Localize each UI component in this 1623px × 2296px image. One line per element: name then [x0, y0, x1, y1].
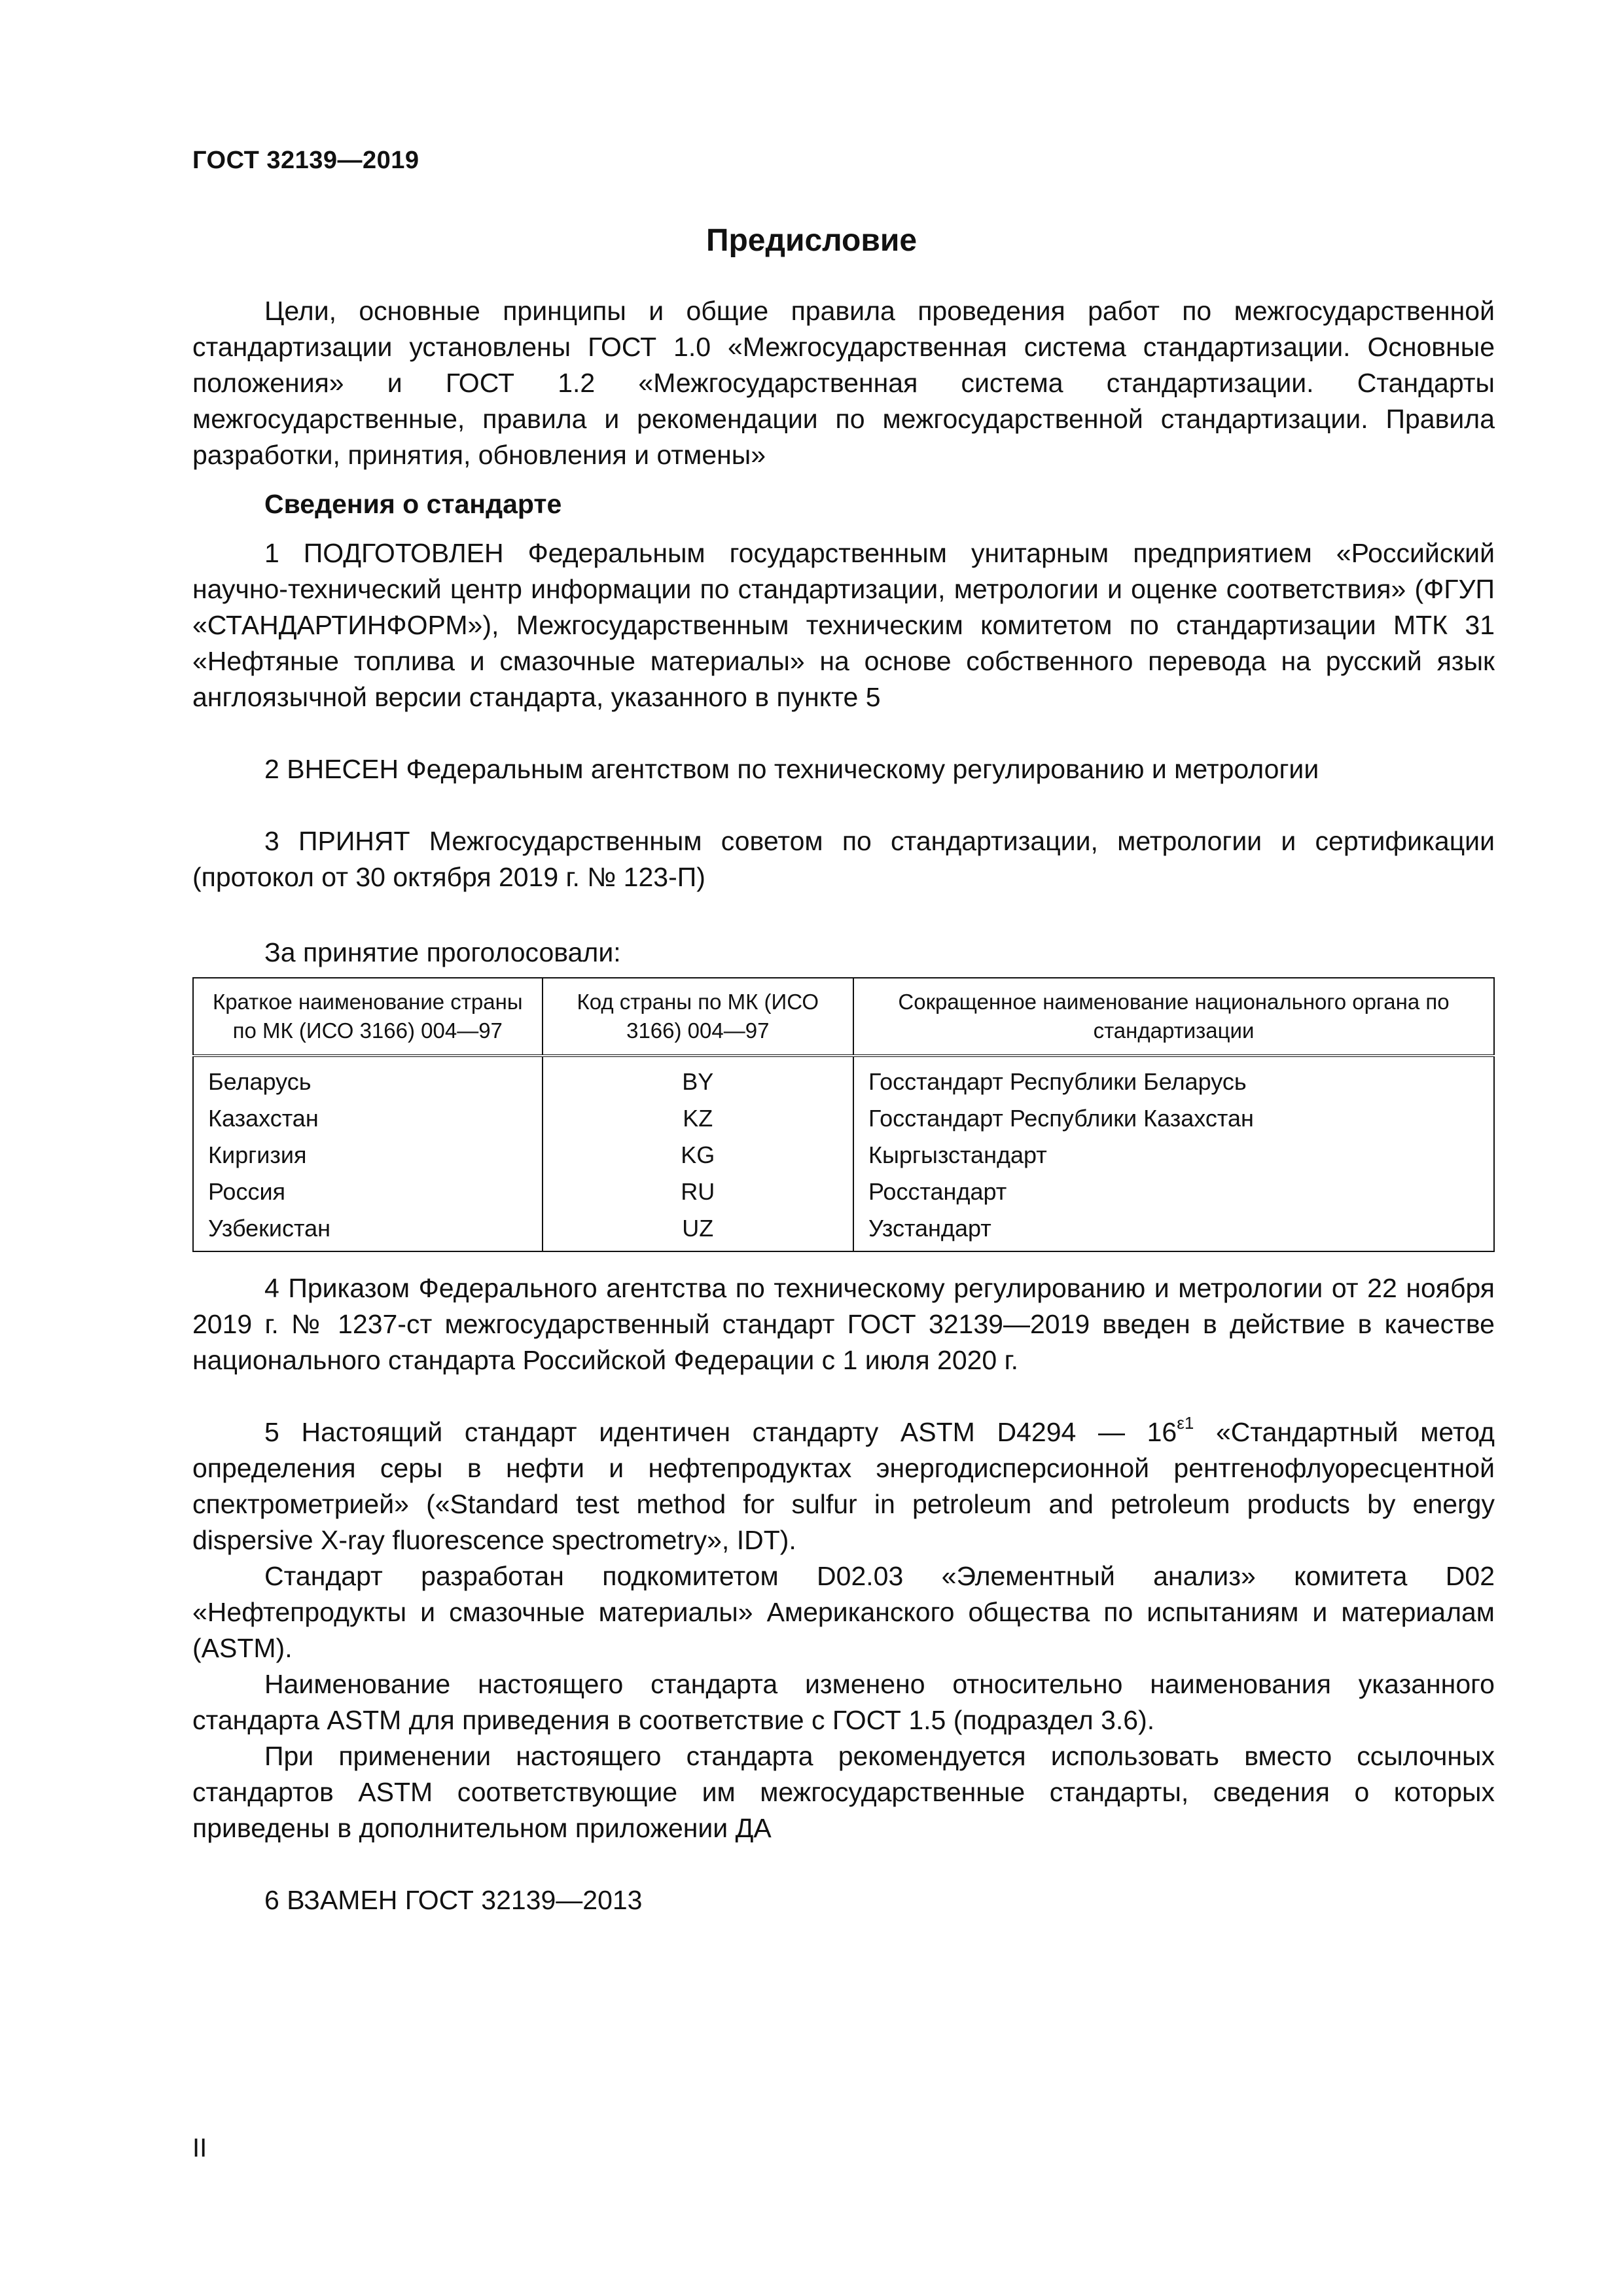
country-cell: Узбекистан: [193, 1210, 543, 1251]
table-row: [193, 1210, 1494, 1251]
item-5-text-end: «Стандартный метод определения серы в нефти и нефтепродуктах энергодисперсионной рентгенофлуоресцентной спектрометрией» («Standard test method for sulfur in petroleum and petroleum products by energy dispersive X-ray fluorescence spectrometry», IDT).: [192, 1417, 1495, 1555]
table-row: [193, 1174, 1494, 1210]
table-row: [193, 1137, 1494, 1174]
item-6-paragraph: 6 ВЗАМЕН ГОСТ 32139—2013: [264, 1885, 643, 1915]
body-cell: Госстандарт Республики Казахстан: [853, 1100, 1494, 1137]
standard-id-header: ГОСТ 32139—2019: [192, 147, 419, 174]
item-5-name-change-paragraph: Наименование настоящего стандарта изменено относительно наименования указанного стандарта ASTM для приведения в соответствие с ГОСТ 1.5 (подраздел 3.6).: [192, 1669, 1495, 1735]
country-cell: Казахстан: [193, 1100, 543, 1137]
country-cell: Киргизия: [193, 1137, 543, 1174]
document-body: [192, 293, 1495, 1918]
item-5-paragraph: [192, 1414, 1495, 1558]
code-cell: KZ: [543, 1100, 853, 1137]
item-5-subcommittee-paragraph: Стандарт разработан подкомитетом D02.03 «Элементный анализ» комитета D02 «Нефтепродукты и смазочные материалы» Американского общества по испытаниям и материалам (ASTM).: [192, 1561, 1495, 1663]
body-cell: Госстандарт Республики Беларусь: [853, 1056, 1494, 1100]
item-5-superscript: ε1: [1177, 1413, 1194, 1433]
item-5-references-paragraph: При применении настоящего стандарта рекомендуется использовать вместо ссылочных стандартов ASTM соответствующие им межгосударственные стандарты, сведения о которых приведены в дополнительном приложении ДА: [192, 1741, 1495, 1843]
item-2-paragraph: 2 ВНЕСЕН Федеральным агентством по техническому регулированию и метрологии: [264, 754, 1319, 784]
table-header-row: [193, 978, 1494, 1056]
column-header-code: Код страны по МК (ИСО 3166) 004—97: [543, 978, 853, 1056]
code-cell: KG: [543, 1137, 853, 1174]
page-title: Предисловие: [705, 223, 918, 258]
body-cell: Росстандарт: [853, 1174, 1494, 1210]
code-cell: UZ: [543, 1210, 853, 1251]
item-1-paragraph: 1 ПОДГОТОВЛЕН Федеральным государственным унитарным предприятием «Российский научно-технический центр информации по стандартизации, метрологии и оценке соответствия» (ФГУП «СТАНДАРТИНФОРМ»), Межгосударственным техническим комитетом по стандартизации МТК 31 «Нефтяные топлива и смазочные материалы» на основе собственного перевода на русский язык англоязычной версии стандарта, указанного в пункте 5: [192, 538, 1495, 712]
column-header-body: Сокращенное наименование национального органа по стандартизации: [853, 978, 1494, 1056]
page-number: II: [192, 2134, 207, 2162]
intro-paragraph: Цели, основные принципы и общие правила проведения работ по межгосударственной стандартизации установлены ГОСТ 1.0 «Межгосударственная система стандартизации. Основные положения» и ГОСТ 1.2 «Межгосударственная система стандартизации. Стандарты межгосударственные, правила и рекомендации по межгосударственной стандартизации. Правила разработки, принятия, обновления и отмены»: [192, 296, 1495, 470]
info-heading: Сведения о стандарте: [264, 489, 562, 519]
item-5-text-start: 5 Настоящий стандарт идентичен стандарту ASTM D4294 — 16: [264, 1417, 1177, 1447]
code-cell: RU: [543, 1174, 853, 1210]
table-row: [193, 1100, 1494, 1137]
item-3-paragraph: 3 ПРИНЯТ Межгосударственным советом по стандартизации, метрологии и сертификации (протокол от 30 октября 2019 г. № 123-П): [192, 826, 1495, 892]
voted-label: За принятие проголосовали:: [264, 937, 621, 967]
country-cell: Россия: [193, 1174, 543, 1210]
country-cell: Беларусь: [193, 1056, 543, 1100]
body-cell: Кыргызстандарт: [853, 1137, 1494, 1174]
item-4-paragraph: 4 Приказом Федерального агентства по техническому регулированию и метрологии от 22 ноября 2019 г. № 1237-ст межгосударственный стандарт ГОСТ 32139—2019 введен в действие в качестве национального стандарта Российской Федерации с 1 июля 2020 г.: [192, 1273, 1495, 1375]
code-cell: BY: [543, 1056, 853, 1100]
countries-table: [192, 977, 1495, 1252]
column-header-country: Краткое наименование страны по МК (ИСО 3166) 004—97: [193, 978, 543, 1056]
table-row: [193, 1056, 1494, 1100]
body-cell: Узстандарт: [853, 1210, 1494, 1251]
